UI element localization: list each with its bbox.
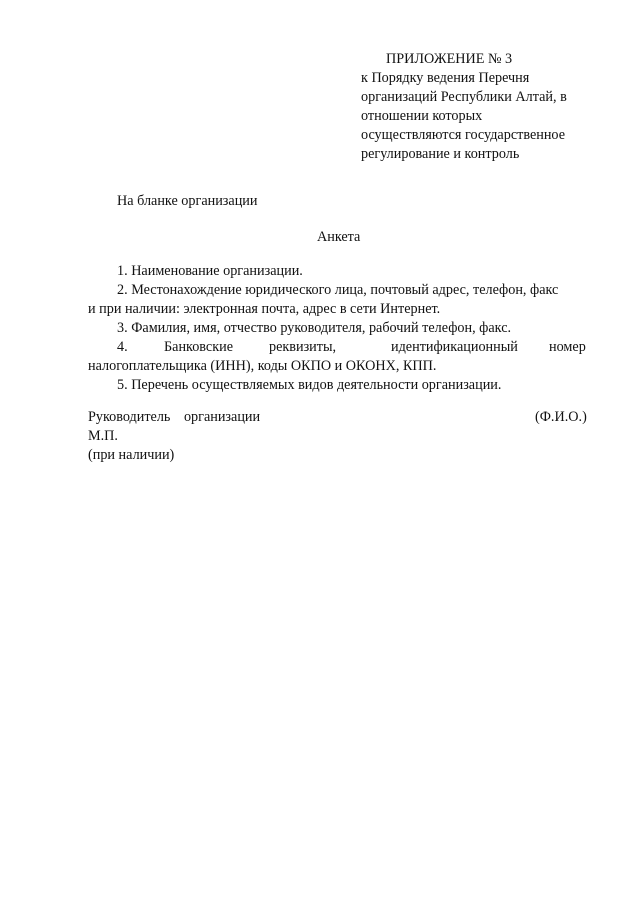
- item-4-word: реквизиты,: [269, 339, 337, 355]
- item-3: 3. Фамилия, имя, отчество руководителя, рабочий телефон, факс.: [117, 320, 512, 336]
- item-4-word: идентификационный: [391, 339, 518, 355]
- appendix-title: ПРИЛОЖЕНИЕ № 3: [386, 51, 513, 67]
- item-4-number: 4.: [117, 339, 128, 355]
- appendix-line: осуществляются государственное: [361, 127, 565, 143]
- appendix-line: регулирование и контроль: [361, 146, 520, 162]
- item-1: 1. Наименование организации.: [117, 263, 303, 279]
- signature-label: Руководитель организации: [88, 409, 261, 425]
- item-4-continuation: налогоплательщика (ИНН), коды ОКПО и ОКОНХ, КПП.: [88, 358, 437, 374]
- item-5: 5. Перечень осуществляемых видов деятельности организации.: [117, 377, 502, 393]
- appendix-line: к Порядку ведения Перечня: [361, 70, 530, 86]
- item-2-continuation: и при наличии: электронная почта, адрес в сети Интернет.: [88, 301, 441, 317]
- form-title: Анкета: [317, 229, 361, 245]
- item-4-word: Банковские: [164, 339, 233, 355]
- appendix-line: организаций Республики Алтай, в: [361, 89, 567, 105]
- appendix-line: отношении которых: [361, 108, 483, 124]
- item-2: 2. Местонахождение юридического лица, почтовый адрес, телефон, факс: [117, 282, 559, 298]
- signature-fio: (Ф.И.О.): [535, 409, 587, 425]
- item-4-word: номер: [549, 339, 586, 355]
- stamp-label: М.П.: [88, 428, 118, 444]
- letterhead-note: На бланке организации: [117, 193, 258, 209]
- stamp-note: (при наличии): [88, 447, 175, 463]
